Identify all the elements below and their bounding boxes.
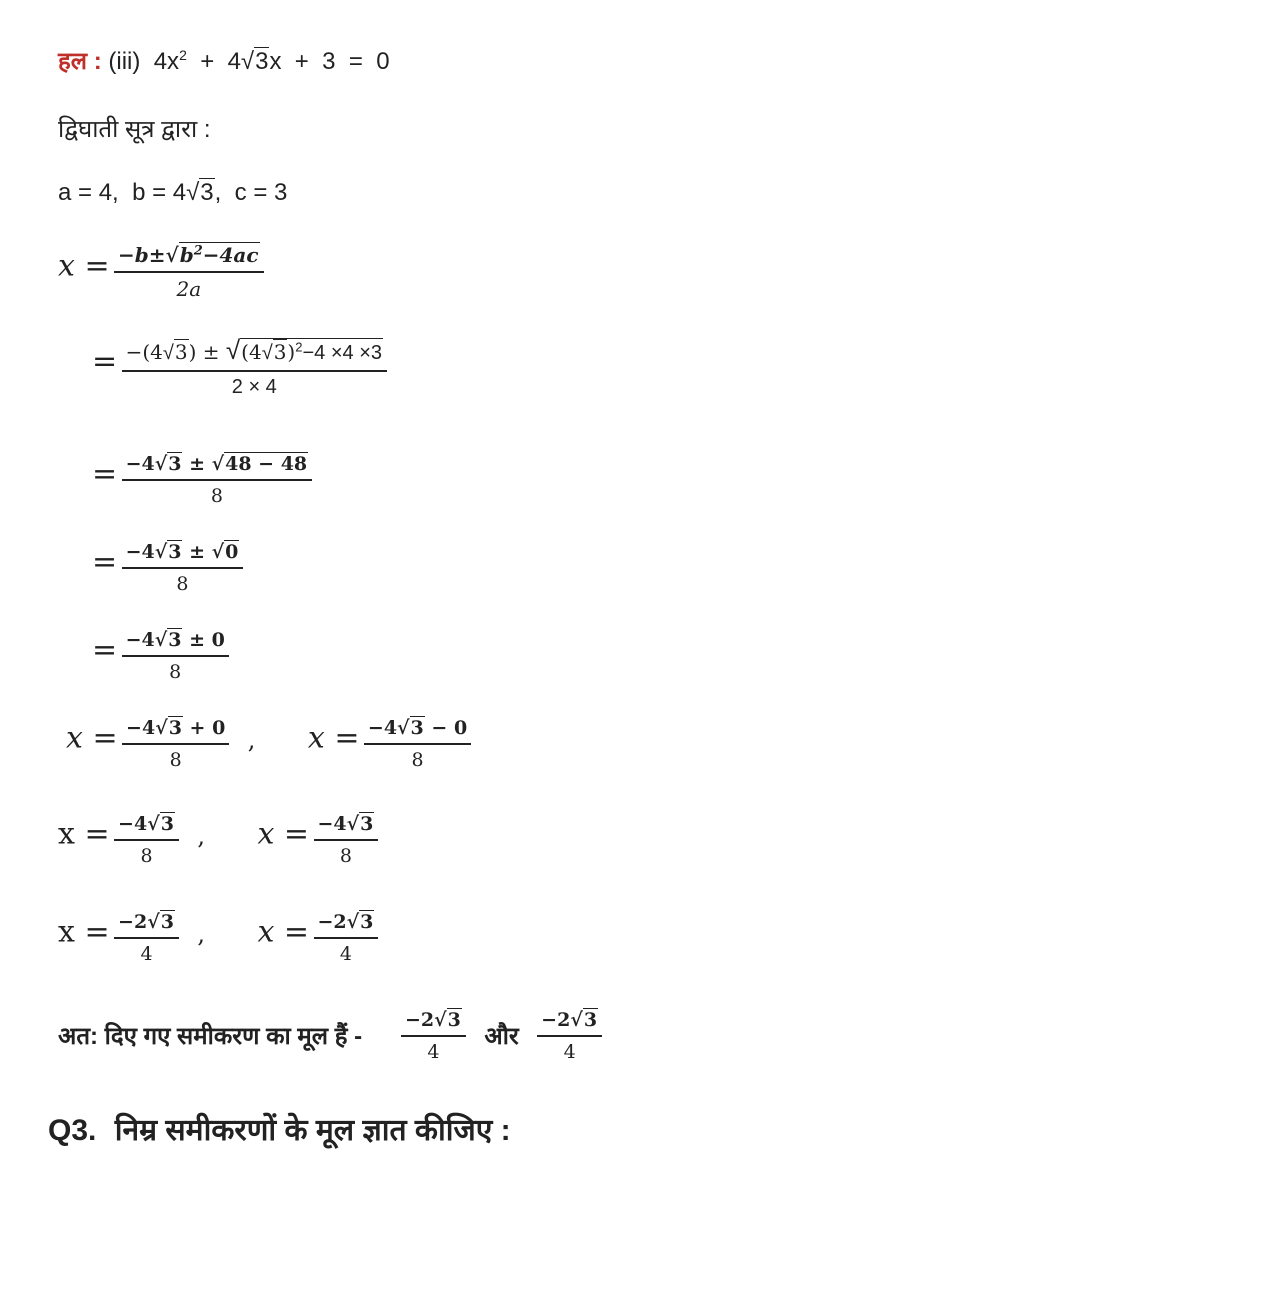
conclusion-den-1: 4 xyxy=(427,1041,440,1063)
step-3-num-root: 3 xyxy=(168,541,182,563)
sqrt-sign: √ xyxy=(240,48,255,75)
question-text: निम्र समीकरणों के मूल ज्ञात कीजिए : xyxy=(114,1114,511,1147)
step-6-lhs-2: x = xyxy=(257,816,310,852)
step-2 xyxy=(92,452,312,507)
problem-statement xyxy=(58,44,390,77)
step-5-n2-tail: − 0 xyxy=(431,717,468,739)
eq-rhs: 0 xyxy=(376,48,390,75)
step-6-den-1: 8 xyxy=(140,845,153,867)
step-1-rad-close: ) xyxy=(287,340,296,364)
conclusion-n2-pre: −2 xyxy=(541,1009,571,1031)
coef-c: c = 3 xyxy=(234,179,288,206)
next-question xyxy=(48,1108,511,1149)
step-1-num-root: 3 xyxy=(174,340,188,364)
step-7-lhs-1: x = xyxy=(58,914,110,950)
step-3-num-rad: 0 xyxy=(225,541,239,563)
conclusion xyxy=(58,1008,602,1063)
coef-b: b = 4 xyxy=(132,179,187,206)
step-5-den-2: 8 xyxy=(411,749,424,771)
step-7-n1-root: 3 xyxy=(160,911,174,933)
step-5-n1-root: 3 xyxy=(168,717,182,739)
step-4-equals: = xyxy=(92,632,118,668)
question-label: Q3. xyxy=(48,1114,97,1147)
step-1-rad-root: 3 xyxy=(273,340,287,364)
step-4-tail: ± 0 xyxy=(189,629,225,651)
step-6-n2-pre: −4 xyxy=(317,813,347,835)
step-5-n2-pre: −4 xyxy=(367,717,398,739)
formula-denominator: 2a xyxy=(176,277,202,301)
step-4-num-pre: −4 xyxy=(125,629,155,651)
step-5-n1-tail: + 0 xyxy=(189,717,226,739)
step-6-n2-root: 3 xyxy=(360,813,374,835)
step-1-num-pre: −(4 xyxy=(125,340,163,364)
step-7-n2-pre: −2 xyxy=(317,911,347,933)
conclusion-n2-root: 3 xyxy=(583,1009,598,1031)
solution-colon: : xyxy=(93,48,102,75)
step-4-numerator: −4√3 ± 0 xyxy=(122,628,229,657)
coef-b-comma: , xyxy=(214,179,222,206)
step-7-den-1: 4 xyxy=(140,943,153,965)
step-1-equals: = xyxy=(92,344,118,380)
step-3-num-pre: −4 xyxy=(125,541,155,563)
formula-num-post: −4ac xyxy=(202,243,259,267)
step-6-num-2: −4√3 xyxy=(314,812,379,841)
step-7-lhs-2: x = xyxy=(257,914,310,950)
eq-exponent: 2 xyxy=(179,47,187,63)
step-1-rad-post: −4 ×4 ×3 xyxy=(302,342,382,364)
step-5-num-1: −4√3 + 0 xyxy=(122,716,229,745)
eq-const: 3 xyxy=(322,48,336,75)
eq-root: 3 xyxy=(255,48,269,75)
eq-plus-2: + xyxy=(294,48,309,75)
formula-numerator: $-b\pm√b^2-4ac$ xyxy=(114,242,264,273)
formula-num-exp: 2 xyxy=(193,243,203,259)
step-1-rad-pre: (4 xyxy=(241,340,262,364)
conclusion-n1-pre: −2 xyxy=(405,1009,435,1031)
conclusion-and: और xyxy=(484,1023,519,1050)
eq-var: x xyxy=(269,48,282,75)
step-2-equals: = xyxy=(92,456,118,492)
formula-num-root: b xyxy=(179,243,194,267)
step-2-num-root: 3 xyxy=(168,453,182,475)
formula-lhs: x = xyxy=(58,248,110,284)
step-6-n1-pre: −4 xyxy=(118,813,148,835)
step-3-numerator: −4√3 ± √0 xyxy=(122,540,244,569)
step-6-num-1: −4√3 xyxy=(114,812,179,841)
step-7 xyxy=(58,910,378,965)
step-7-n1-pre: −2 xyxy=(118,911,148,933)
step-2-pm: ± xyxy=(189,453,206,475)
step-5 xyxy=(66,716,471,771)
part-label: (iii) xyxy=(108,48,141,75)
conclusion-n1-root: 3 xyxy=(447,1009,461,1031)
step-4 xyxy=(92,628,229,683)
coef-b-root: 3 xyxy=(200,179,214,206)
step-5-comma: , xyxy=(247,725,256,754)
step-3-equals: = xyxy=(92,544,118,580)
step-4-num-root: 3 xyxy=(168,629,182,651)
step-3 xyxy=(92,540,243,595)
step-6-comma: , xyxy=(197,821,206,850)
eq-coef: 4 xyxy=(227,48,241,75)
step-6-n1-root: 3 xyxy=(160,813,174,835)
step-1 xyxy=(92,335,387,399)
sqrt-sign: √ xyxy=(186,179,200,206)
step-3-denominator: 8 xyxy=(176,573,189,595)
step-5-num-2: −4√3 − 0 xyxy=(364,716,471,745)
step-1-denominator: 2 × 4 xyxy=(231,376,277,398)
step-5-lhs-1: x = xyxy=(66,720,118,756)
coefficients xyxy=(58,178,287,207)
step-6 xyxy=(58,812,378,867)
step-2-num-rad: 48 − 48 xyxy=(225,453,308,475)
step-1-num-mid: ) ± xyxy=(188,340,226,364)
conclusion-num-2: −2√3 xyxy=(537,1008,602,1037)
step-7-num-1: −2√3 xyxy=(114,910,179,939)
solution-label: हल xyxy=(58,48,88,75)
step-6-lhs-1: x = xyxy=(58,816,110,852)
step-7-n2-root: 3 xyxy=(360,911,374,933)
step-7-den-2: 4 xyxy=(339,943,352,965)
step-5-n1-pre: −4 xyxy=(126,717,156,739)
step-1-rad-exp: 2 xyxy=(295,339,303,355)
eq-plus-1: + xyxy=(200,48,215,75)
step-5-den-1: 8 xyxy=(169,749,182,771)
step-5-n2-root: 3 xyxy=(410,717,424,739)
formula-num-pre: −b± xyxy=(118,243,166,267)
step-7-comma: , xyxy=(197,919,206,948)
step-6-den-2: 8 xyxy=(339,845,352,867)
step-3-pm: ± xyxy=(189,541,206,563)
conclusion-den-2: 4 xyxy=(563,1041,576,1063)
coef-a: a = 4, xyxy=(58,179,119,206)
method-text: द्विघाती सूत्र द्वारा : xyxy=(58,116,211,143)
step-7-num-2: −2√3 xyxy=(314,910,379,939)
step-2-num-pre: −4 xyxy=(125,453,155,475)
step-2-denominator: 8 xyxy=(210,485,223,507)
quadratic-formula xyxy=(58,242,264,301)
step-4-denominator: 8 xyxy=(169,661,182,683)
step-5-lhs-2: x = xyxy=(307,720,360,756)
eq-term-a: 4x xyxy=(153,48,180,75)
step-2-numerator: −4√3 ± √48 − 48 xyxy=(122,452,313,481)
eq-equals: = xyxy=(348,48,363,75)
conclusion-text: अत: दिए गए समीकरण का मूल हैं - xyxy=(58,1023,363,1050)
step-1-numerator: $-(4√3) \pm √(4√3)^2-4 \times 4 \times 3$ xyxy=(122,335,387,372)
conclusion-num-1: −2√3 xyxy=(401,1008,466,1037)
